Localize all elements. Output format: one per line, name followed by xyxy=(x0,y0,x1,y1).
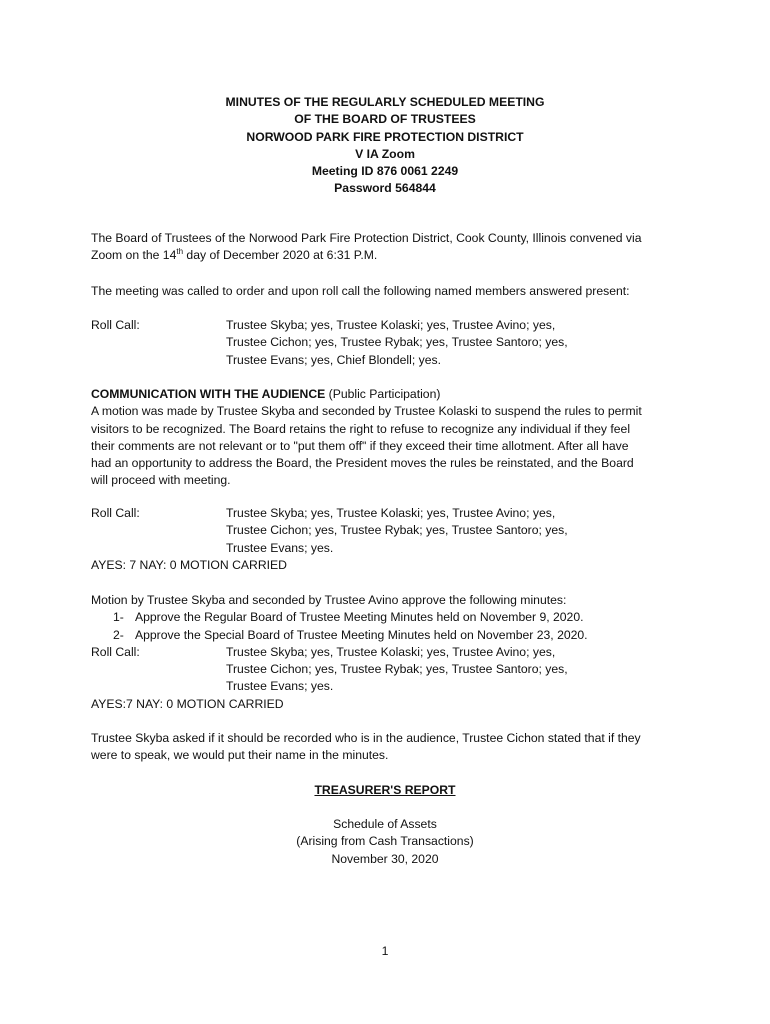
roll-call-label: Roll Call: xyxy=(91,318,140,332)
roll-call-label: Roll Call: xyxy=(91,506,140,520)
communication-line: will proceed with meeting. xyxy=(91,473,231,488)
intro-line-2: Zoom on the 14th day of December 2020 at 6:31 P.M. xyxy=(91,247,378,263)
treasurer-heading: TREASURER'S REPORT xyxy=(314,783,456,797)
roll-call-line: Trustee Evans; yes. xyxy=(226,540,334,555)
roll-call-line: Trustee Cichon; yes, Trustee Rybak; yes, Trustee Santoro; yes, xyxy=(226,662,568,677)
roll-call-line: Trustee Cichon; yes, Trustee Rybak; yes, Trustee Santoro; yes, xyxy=(226,523,568,538)
document-header xyxy=(0,94,770,198)
motion-list xyxy=(91,609,683,644)
communication-heading: COMMUNICATION WITH THE AUDIENCE (Public Participation) xyxy=(91,387,441,401)
schedule-date: November 30, 2020 xyxy=(331,851,439,866)
roll-call-line: Trustee Skyba; yes, Trustee Kolaski; yes, Trustee Avino; yes, xyxy=(226,644,556,659)
roll-call-line: Trustee Skyba; yes, Trustee Kolaski; yes, Trustee Avino; yes, xyxy=(226,318,556,332)
communication-line: their comments are not relevant or to "put them off" if they exceed their time allotment. After all have xyxy=(91,438,629,453)
roll-call-line: Trustee Cichon; yes, Trustee Rybak; yes, Trustee Santoro; yes, xyxy=(226,335,568,350)
communication-line: visitors to be recognized. The Board retains the right to refuse to recognize any individual if they feel xyxy=(91,421,631,436)
header-title: MINUTES OF THE REGULARLY SCHEDULED MEETING xyxy=(225,95,545,109)
vote-result: AYES:7 NAY: 0 MOTION CARRIED xyxy=(91,696,284,711)
header-board: OF THE BOARD OF TRUSTEES xyxy=(294,112,476,127)
header-password: Password 564844 xyxy=(334,181,436,196)
vote-result: AYES: 7 NAY: 0 MOTION CARRIED xyxy=(91,557,287,572)
roll-call-label: Roll Call: xyxy=(91,644,140,659)
intro-paragraph xyxy=(91,230,683,265)
roll-call-line: Trustee Evans; yes, Chief Blondell; yes. xyxy=(226,352,441,367)
schedule-basis: (Arising from Cash Transactions) xyxy=(296,834,474,849)
list-item: 2- Approve the Special Board of Trustee Meeting Minutes held on November 23, 2020. xyxy=(113,627,588,642)
schedule-title: Schedule of Assets xyxy=(333,817,437,831)
communication-line: had an opportunity to address the Board, the President moves the rules be reinstated, and the Board xyxy=(91,456,634,471)
roll-call-line: Trustee Skyba; yes, Trustee Kolaski; yes, Trustee Avino; yes, xyxy=(226,506,556,520)
audience-line: Trustee Skyba asked if it should be recorded who is in the audience, Trustee Cichon stated that if they xyxy=(91,731,641,745)
audience-note xyxy=(91,730,683,765)
page-number: 1 xyxy=(381,944,389,958)
roll-intro: The meeting was called to order and upon roll call the following named members answered present: xyxy=(91,284,630,298)
communication-line: A motion was made by Trustee Skyba and seconded by Trustee Kolaski to suspend the rules to permit xyxy=(91,404,642,419)
header-meeting-id: Meeting ID 876 0061 2249 xyxy=(311,164,459,179)
roll-call-2 xyxy=(91,505,683,574)
intro-line-1: The Board of Trustees of the Norwood Park Fire Protection District, Cook County, Illinois convened via xyxy=(91,231,642,245)
roll-call-3 xyxy=(91,644,683,696)
motion-intro: Motion by Trustee Skyba and seconded by Trustee Avino approve the following minutes: xyxy=(91,593,567,607)
roll-call-line: Trustee Evans; yes. xyxy=(226,679,334,694)
minutes-motion xyxy=(91,592,683,713)
roll-call-1 xyxy=(91,317,683,369)
header-district: NORWOOD PARK FIRE PROTECTION DISTRICT xyxy=(246,129,524,144)
communication-section xyxy=(91,386,683,490)
header-venue: V IA Zoom xyxy=(355,146,415,161)
list-item: 1- Approve the Regular Board of Trustee Meeting Minutes held on November 9, 2020. xyxy=(113,610,584,625)
audience-line: were to speak, we would put their name in the minutes. xyxy=(91,748,389,763)
treasurer-subtitle xyxy=(0,816,770,868)
